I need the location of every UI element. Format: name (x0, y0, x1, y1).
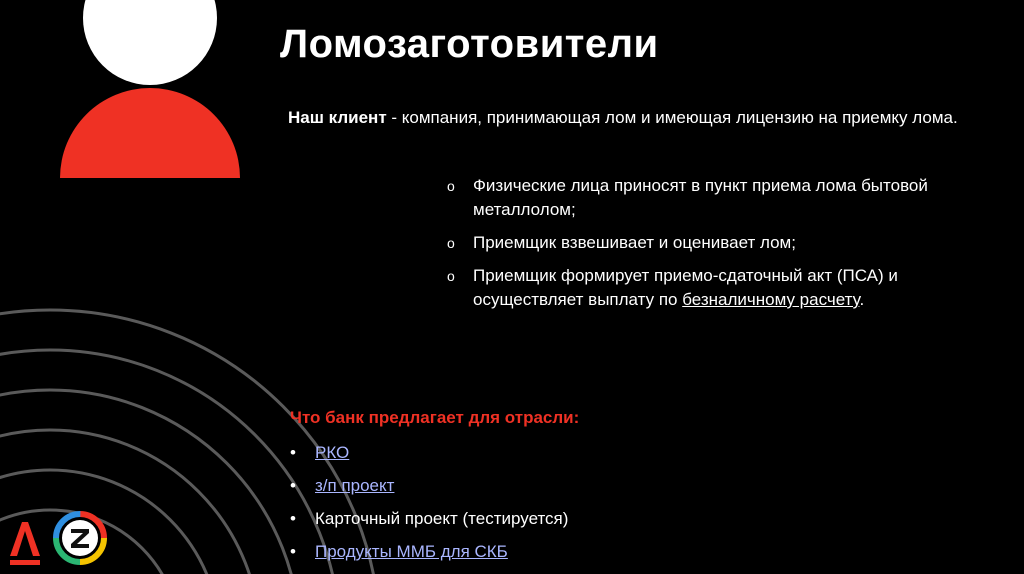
process-steps-list (447, 174, 1007, 321)
client-description (288, 106, 998, 130)
bullet: • (290, 443, 296, 462)
salary-project-link[interactable]: з/п проект (315, 476, 395, 495)
page-title: Ломозаготовители (280, 22, 659, 66)
bullet: • (290, 509, 296, 528)
bullet: • (290, 476, 296, 495)
circle-bullet: o (447, 268, 455, 284)
client-definition: - компания, принимающая лом и имеющая лицензию на приемку лома. (386, 108, 958, 127)
step-text-end: . (859, 290, 865, 309)
list-item (447, 174, 1007, 222)
step-text: Физические лица приносят в пункт приема лома бытовой металлолом; (473, 176, 928, 219)
person-icon (0, 0, 260, 190)
step-text: Приемщик взвешивает и оценивает лом; (473, 233, 796, 252)
list-item (290, 475, 568, 497)
rko-link[interactable]: РКО (315, 443, 350, 462)
client-label: Наш клиент (288, 108, 387, 127)
list-item (290, 442, 568, 464)
mmb-products-link[interactable]: Продукты ММБ для СКБ (315, 542, 508, 561)
bullet: • (290, 542, 296, 561)
z-logo-icon (52, 510, 108, 566)
circle-bullet: o (447, 235, 455, 251)
cashless-payment-link[interactable]: безналичному расчету (682, 290, 860, 309)
circle-bullet: o (447, 178, 455, 194)
list-item (447, 264, 1007, 312)
list-item (447, 231, 1007, 255)
offers-list (290, 442, 568, 574)
step-text: Приемщик формирует приемо-сдаточный акт (ПСА) и осуществляет выплату по (473, 266, 898, 309)
list-item (290, 508, 568, 530)
card-project-text: Карточный проект (тестируется) (315, 509, 569, 528)
list-item (290, 541, 568, 563)
offers-heading: Что банк предлагает для отрасли: (290, 408, 580, 427)
alfa-bank-logo-icon (6, 518, 44, 566)
